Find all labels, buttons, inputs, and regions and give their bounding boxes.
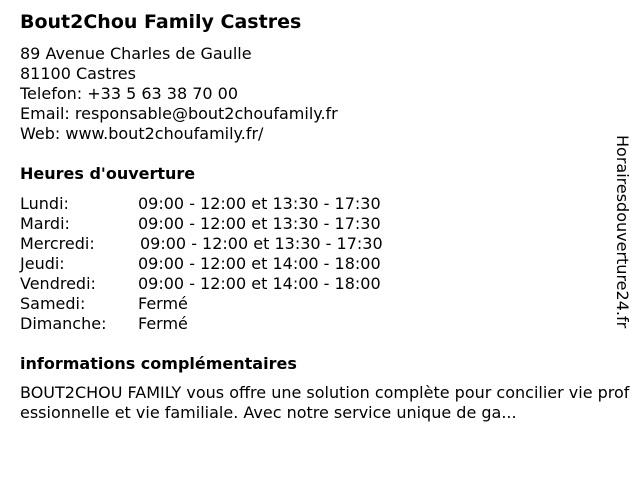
website-address: Web: www.bout2choufamily.fr/ [20, 124, 264, 143]
hours-day: Jeudi: [20, 254, 65, 273]
hours-time: 09:00 - 12:00 et 14:00 - 18:00 [138, 254, 381, 273]
site-watermark: Horairesdouverture24.fr [613, 135, 632, 329]
contact-block [20, 44, 338, 144]
business-name: Bout2Chou Family Castres [20, 11, 302, 33]
hours-day: Vendredi: [20, 274, 96, 293]
additional-info-text: BOUT2CHOU FAMILY vous offre une solution complète pour concilier vie professionnelle et vie familiale. Avec notre service unique de ga... [20, 383, 630, 422]
hours-day: Mercredi: [20, 234, 95, 253]
hours-day: Samedi: [20, 294, 86, 313]
hours-time: Fermé [138, 314, 188, 333]
hours-day: Lundi: [20, 194, 69, 213]
phone-number: Telefon: +33 5 63 38 70 00 [20, 84, 239, 103]
hours-time: 09:00 - 12:00 et 13:30 - 17:30 [138, 214, 381, 233]
hours-time: 09:00 - 12:00 et 13:30 - 17:30 [140, 234, 383, 253]
hours-time: Fermé [138, 294, 188, 313]
hours-day: Mardi: [20, 214, 70, 233]
hours-time: 09:00 - 12:00 et 14:00 - 18:00 [138, 274, 381, 293]
additional-info-heading: informations complémentaires [20, 354, 297, 373]
hours-time: 09:00 - 12:00 et 13:30 - 17:30 [138, 194, 381, 213]
hours-day: Dimanche: [20, 314, 107, 333]
email-address: Email: responsable@bout2choufamily.fr [20, 104, 338, 123]
address-street: 89 Avenue Charles de Gaulle [20, 44, 252, 63]
opening-hours-heading: Heures d'ouverture [20, 164, 196, 183]
address-city: 81100 Castres [20, 64, 136, 83]
